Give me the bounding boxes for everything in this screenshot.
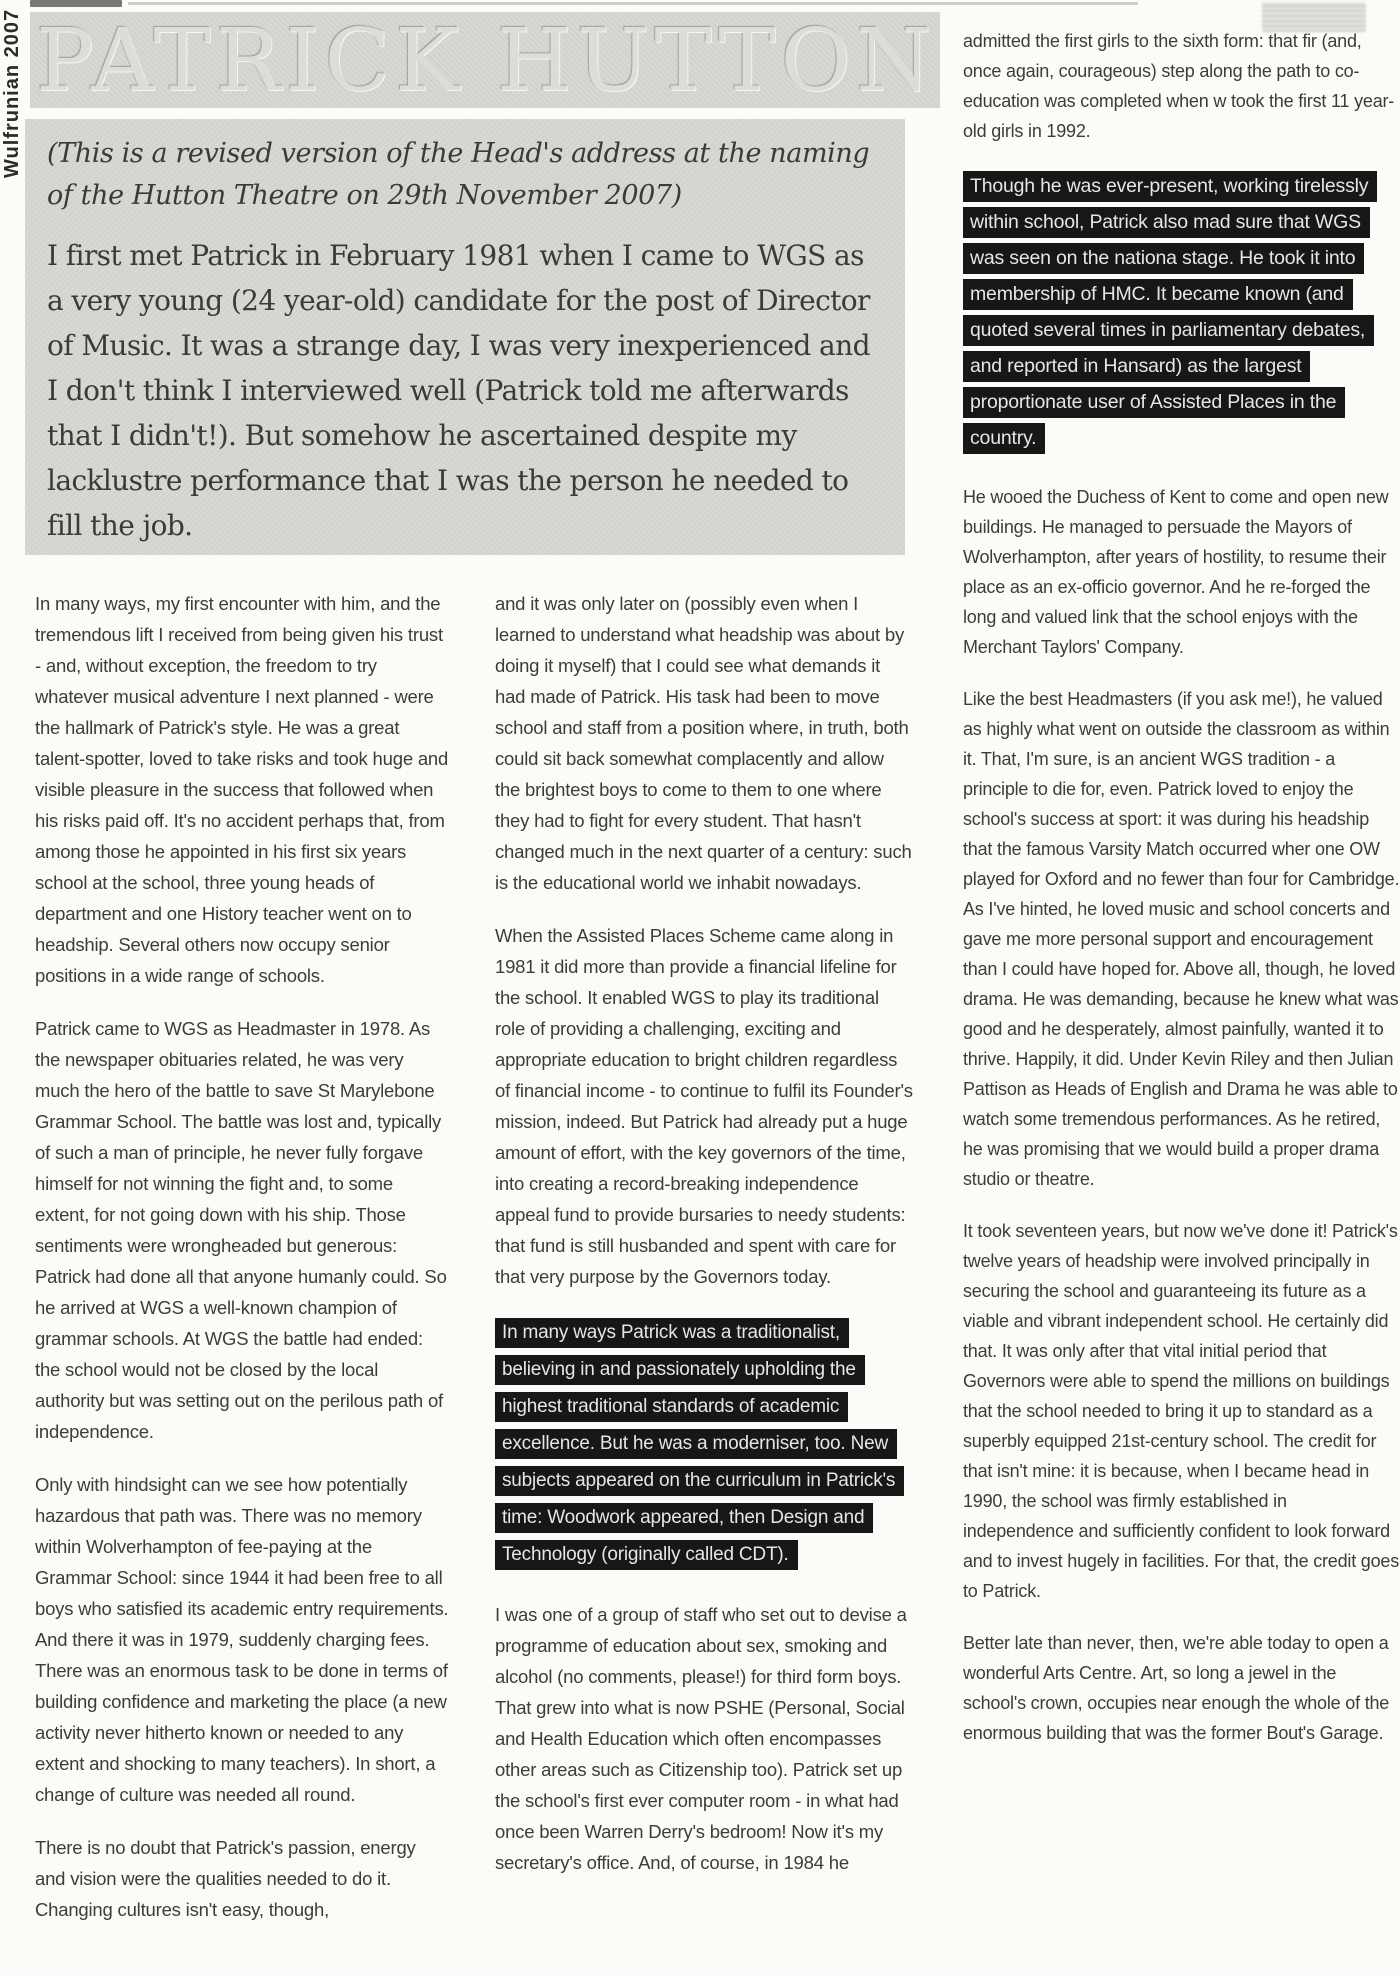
paragraph: and it was only later on (possibly even when I learned to understand what headship was about by doing it myself) that I could see what demands it had made of Patrick. His task had been to move school and staff from a position where, in truth, both could sit back somewhat complacently and allow the brightest boys to come to them to one where they had to fight for every student. That hasn't changed much in the next quarter of a century: such is the educational world we inhabit nowadays. — [495, 593, 912, 893]
paragraph: Better late than never, then, we're able today to open a wonderful Arts Centre. Art, so long a jewel in the school's crown, occupies near enough the whole of the enormous building that was the former Bout's Garage. — [963, 1633, 1390, 1743]
paragraph: Patrick came to WGS as Headmaster in 1978. As the newspaper obituaries related, he was very much the hero of the battle to save St Marylebone Grammar School. The battle was lost and, typically of such a man of principle, he never fully forgave himself for not winning the fight and, to some extent, for not going down with his ship. Those sentiments were wrongheaded but generous: Patrick had done all that anyone humanly could. So he arrived at WGS a well-known champion of grammar schools. At WGS the battle had ended: the school would not be closed by the local authority but was setting out on the perilous path of independence. — [35, 1018, 447, 1442]
paragraph: In many ways, my first encounter with him, and the tremendous lift I received from being given his trust - and, without exception, the freedom to try whatever musical adventure I next planned - were the hallmark of Patrick's style. He was a great talent-spotter, loved to take risks and took huge and visible pleasure in the success that followed when his risks paid off. It's no accident perhaps that, from among those he appointed in his first six years school at the school, three young heads of department and one History teacher went on to headship. Several others now occupy senior positions in a wide range of schools. — [35, 593, 449, 986]
intro-note: (This is a revised version of the Head's address at the naming of the Hutton Theatre on 29th November 2007) — [47, 138, 870, 211]
paragraph: Only with hindsight can we see how potentially hazardous that path was. There was no memory within Wolverhampton of fee-paying at the Grammar School: since 1944 it had been free to all boys who satisfied its academic entry requirements. And there it was in 1979, suddenly charging fees. There was an enormous task to be done in terms of building confidence and marketing the place (a new activity never hitherto known or needed to any extent and shocking to many teachers). In short, a change of culture was needed all round. — [35, 1474, 449, 1805]
paragraph: I was one of a group of staff who set out to devise a programme of education about sex, smoking and alcohol (no comments, please!) for third form boys. That grew into what is now PSHE (Personal, Social and Health Education which often encompasses other areas such as Citizenship too). Patrick set up the school's first ever computer room - in what had once been Warren Derry's bedroom! Now it's my secretary's office. And, of course, in 1984 he — [495, 1604, 907, 1873]
paragraph: There is no doubt that Patrick's passion, energy and vision were the qualities needed to do it. Changing cultures isn't easy, though, — [35, 1837, 416, 1920]
intro-panel — [25, 119, 905, 555]
highlight-text: Though he was ever-present, working tirelessly within school, Patrick also mad sure that WGS was seen on the nationa stage. He took it into membership of HMC. It became known (and quoted several times in parliamentary debates, and reported in Hansard) as the largest proportionate user of Assisted Places in the country. — [963, 171, 1377, 454]
paragraph: Like the best Headmasters (if you ask me!), he valued as highly what went on outside the classroom as within it. That, I'm sure, is an ancient WGS tradition - a principle to die for, even. Patrick loved to enjoy the school's success at sport: it was during his headship that the famous Varsity Match occurred wher one OW played for Oxford and no fewer than four for Cambridge. As I've hinted, he loved music and school concerts and gave me more personal support and encouragement than I could have hoped for. Above all, though, he loved drama. He was demanding, because he knew what was good and he desperately, almost painfully, wanted it to thrive. Happily, it did. Under Kevin Riley and then Julian Pattison as Heads of English and Drama he was able to watch some tremendous performances. As he retired, he was promising that we would build a proper drama studio or theatre. — [963, 689, 1400, 1189]
title-banner — [30, 12, 940, 108]
column-left — [35, 588, 450, 1947]
column-middle — [495, 588, 913, 1900]
page-title: PATRICK HUTTON — [36, 12, 937, 108]
highlight-text: In many ways Patrick was a traditionalist, believing in and passionately upholding the highest traditional standards of academic excellence. But he was a moderniser, too. New subjects appeared on the curriculum in Patrick's time: Woodwork appeared, then Design and Technology (originally called CDT). — [495, 1318, 904, 1570]
paragraph: He wooed the Duchess of Kent to come and open new buildings. He managed to persuade the Mayors of Wolverhampton, after years of hostility, to resume their place as an ex-officio governor. And he re-forged the long and valued link that the school enjoys with the Merchant Taylors' Company. — [963, 487, 1389, 657]
intro-lead: I first met Patrick in February 1981 when I came to WGS as a very young (24 year-old) candidate for the post of Director of Music. It was a strange day, I was very inexperienced and I don't think I interviewed well (Patrick told me afterwards that I didn't!). But somehow he ascertained despite my lacklustre performance that I was the person he needed to fill the job. — [47, 239, 870, 542]
highlight-block — [495, 1314, 913, 1573]
column-right — [963, 26, 1400, 1770]
highlight-block — [963, 168, 1400, 456]
paragraph: It took seventeen years, but now we've done it! Patrick's twelve years of headship were involved principally in securing the school and guaranteeing its future as a viable and vibrant independent school. He certainly did that. It was only after that vital initial period that Governors were able to spend the millions on buildings that the school needed to bring it up to standard as a superbly equipped 21st-century school. The credit for that isn't mine: it is because, when I became head in 1990, the school was firmly established in independence and sufficiently confident to look forward and to invest hugely in facilities. For that, the credit goes to Patrick. — [963, 1221, 1400, 1601]
spine-caption: Wulfrunian 2007 — [1, 8, 23, 178]
paragraph: When the Assisted Places Scheme came along in 1981 it did more than provide a financial lifeline for the school. It enabled WGS to play its traditional role of providing a challenging, exciting and appropriate education to bright children regardless of financial income - to continue to fulfil its Founder's mission, indeed. But Patrick had already put a huge amount of effort, with the key governors of the time, into creating a record-breaking independence appeal fund to provide bursaries to needy students: that fund is still husbanded and spent with care for that very purpose by the Governors today. — [495, 925, 913, 1287]
scan-artifact-dash — [30, 0, 122, 7]
paragraph: admitted the first girls to the sixth form: that fir (and, once again, courageous) step along the path to co-education was completed when w took the first 11 year-old girls in 1992. — [963, 31, 1395, 141]
scan-artifact-rule — [128, 2, 1138, 5]
